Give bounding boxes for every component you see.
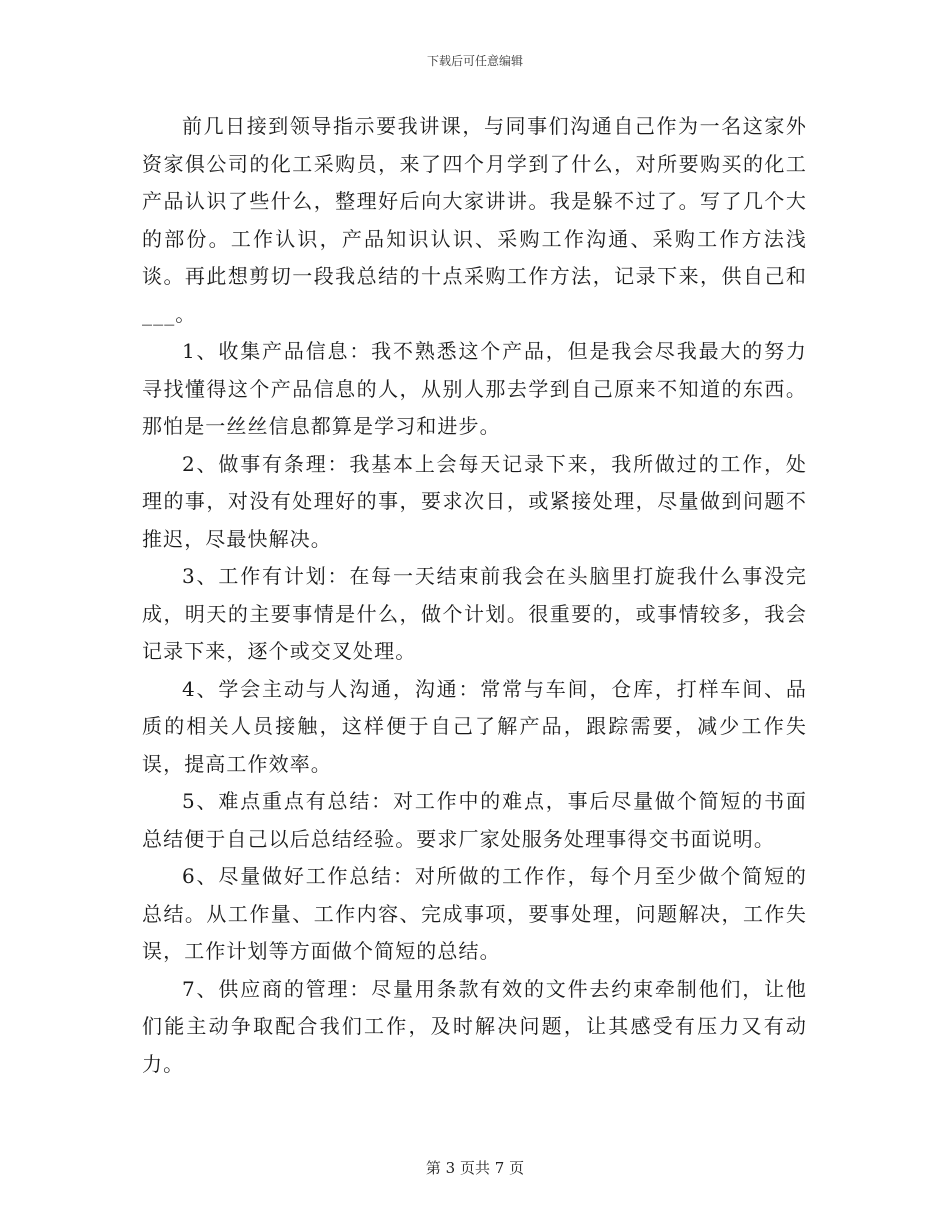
paragraph-intro: 前几日接到领导指示要我讲课，与同事们沟通自己作为一名这家外资家俱公司的化工采购员，来了四个月学到了什么，对所要购买的化工产品认识了些什么，整理好后向大家讲讲。我是躲不过了。写了几个大的部份。工作认识，产品知识认识、采购工作沟通、采购工作方法浅谈。再此想剪切一段我总结的十点采购工作方法，记录下来，供自己和___。 [142, 114, 807, 326]
paragraph-item-6: 6、尽量做好工作总结：对所做的工作作，每个月至少做个简短的总结。从工作量、工作内容、完成事项，要事处理，问题解决，工作失误，工作计划等方面做个简短的总结。 [142, 864, 807, 963]
paragraph-item-3: 3、工作有计划：在每一天结束前我会在头脑里打旋我什么事没完成，明天的主要事情是什么，做个计划。很重要的，或事情较多，我会记录下来，逐个或交叉处理。 [142, 564, 807, 663]
page-header: 下载后可任意编辑 [426, 54, 523, 68]
page-number: 第 3 页共 7 页 [425, 1159, 525, 1177]
document-body [142, 108, 807, 1083]
paragraph-item-7: 7、供应商的管理：尽量用条款有效的文件去约束牵制他们，让他们能主动争取配合我们工作，及时解决问题，让其感受有压力又有动力。 [142, 976, 807, 1076]
paragraph-item-4: 4、学会主动与人沟通，沟通：常常与车间，仓库，打样车间、品质的相关人员接触，这样便于自己了解产品，跟踪需要，减少工作失误，提高工作效率。 [142, 676, 807, 776]
paragraph-item-5: 5、难点重点有总结：对工作中的难点，事后尽量做个简短的书面总结便于自己以后总结经验。要求厂家处服务处理事得交书面说明。 [142, 789, 807, 851]
paragraph-item-1: 1、收集产品信息：我不熟悉这个产品，但是我会尽我最大的努力寻找懂得这个产品信息的人，从别人那去学到自己原来不知道的东西。那怕是一丝丝信息都算是学习和进步。 [142, 339, 807, 438]
paragraph-item-2: 2、做事有条理：我基本上会每天记录下来，我所做过的工作，处理的事，对没有处理好的事，要求次日，或紧接处理，尽量做到问题不推迟，尽最快解决。 [142, 451, 807, 551]
